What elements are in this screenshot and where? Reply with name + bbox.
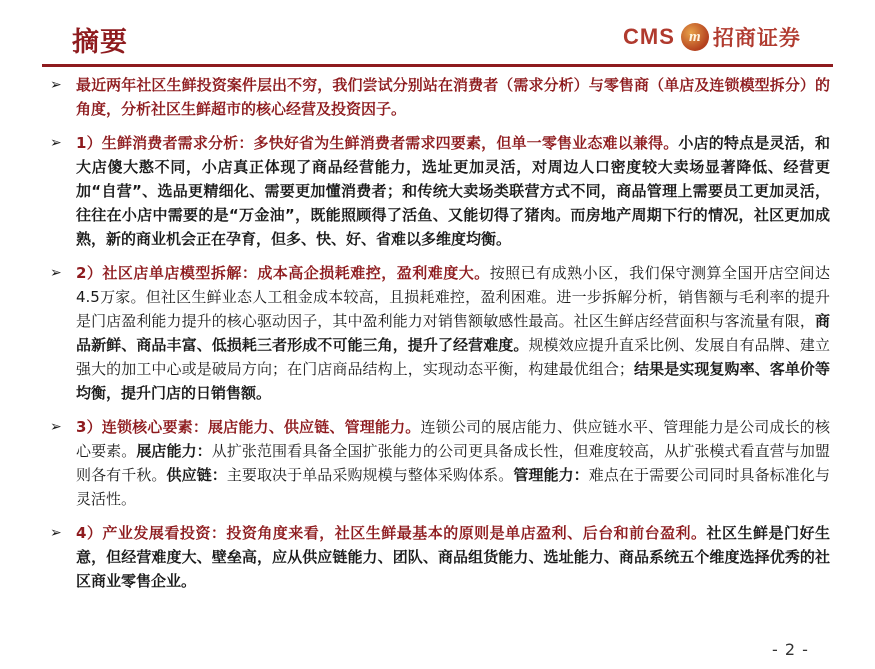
summary-bullet-3 <box>50 261 830 405</box>
bullet-body-text: 按照已有成熟小区，我们保守测算全国开店空间达4.5万家。但社区生鲜业态人工租金成本较高，且损耗难控，盈利困难。进一步拆解分析，销售额与毛利率的提升是门店盈利能力提升的核心驱动因子，其中盈利能力对销售额敏感性最高。社区生鲜店经营面积与客流量有限， <box>76 264 830 330</box>
bullet-body-text: 展店能力： <box>136 442 212 460</box>
bullet-arrow-icon: ➢ <box>50 419 62 435</box>
brand-logo <box>623 20 801 54</box>
bullet-body-text: 连锁公司的展店能力、供应链水平、管理能力是公司成长的核心要素。 <box>76 418 830 460</box>
bullet-body-text: 结果是实现复购率、客单价等均衡，提升门店的日销售额。 <box>76 360 830 402</box>
summary-bullet-1 <box>50 73 830 121</box>
bullet-body-text: 难点在于需要公司同时具备标准化与灵活性。 <box>76 466 830 508</box>
bullet-arrow-icon: ➢ <box>50 525 62 541</box>
bullet-body-text: 商品新鲜、商品丰富、低损耗三者形成不可能三角，提升了经营难度。 <box>76 312 830 354</box>
summary-bullet-5 <box>50 521 830 593</box>
bullet-arrow-icon: ➢ <box>50 265 62 281</box>
bullet-arrow-icon: ➢ <box>50 135 62 151</box>
page-title: 摘要 <box>72 27 128 58</box>
summary-bullet-4 <box>50 415 830 511</box>
bullet-heading-text: 2）社区店单店模型拆解：成本高企损耗难控，盈利难度大。 <box>76 264 490 282</box>
page-number: - 2 - <box>772 640 809 659</box>
summary-bullet-2 <box>50 131 830 251</box>
logo-chinese-text: 招商证券 <box>712 26 801 50</box>
bullet-arrow-icon: ➢ <box>50 77 62 93</box>
logo-badge-letter: m <box>689 28 701 45</box>
bullet-heading-text: 1）生鲜消费者需求分析：多快好省为生鲜消费者需求四要素，但单一零售业态难以兼得。 <box>76 134 679 152</box>
bullet-body-text: 规模效应提升直采比例、发展自有品牌、建立强大的加工中心或是破局方向；在门店商品结构上，实现动态平衡，构建最优组合； <box>76 336 830 378</box>
bullet-heading-text: 3）连锁核心要素：展店能力、供应链、管理能力。 <box>76 418 421 436</box>
header-divider <box>42 64 833 67</box>
bullet-body-text: 小店的特点是灵活，和大店傻大憨不同，小店真正体现了商品经营能力，选址更加灵活，对周边人口密度较大卖场显著降低、经营更加“自营”、选品更精细化、需要更加懂消费者；和传统大卖场类联营方式不同，商品管理上需要员工更加灵活，往往在小店中需要的是“万金油”，既能照顾得了活鱼、又能切得了猪肉。而房地产周期下行的情况，社区更加成熟，新的商业机会正在孕育，但多、快、好、省难以多维度均衡。 <box>76 134 830 248</box>
bullet-body-text: 从扩张范围看具备全国扩张能力的公司更具备成长性，但难度较高，从扩张模式看直营与加盟则各有千秋。 <box>76 442 830 484</box>
bullet-body-text: 管理能力： <box>513 466 589 484</box>
summary-content <box>50 73 830 603</box>
bullet-body-text: 供应链： <box>166 466 227 484</box>
logo-latin-text: CMS <box>623 24 675 49</box>
bullet-heading-text: 4）产业发展看投资：投资角度来看，社区生鲜最基本的原则是单店盈利、后台和前台盈利。 <box>76 524 707 542</box>
bullet-body-text: 主要取决于单品采购规模与整体采购体系。 <box>226 466 514 484</box>
bullet-body-text: 社区生鲜是门好生意，但经营难度大、壁垒高，应从供应链能力、团队、商品组货能力、选址能力、商品系统五个维度选择优秀的社区商业零售企业。 <box>76 524 830 590</box>
logo-badge-icon <box>681 23 709 51</box>
bullet-heading-text: 最近两年社区生鲜投资案件层出不穷，我们尝试分别站在消费者（需求分析）与零售商（单店及连锁模型拆分）的角度，分析社区生鲜超市的核心经营及投资因子。 <box>76 76 830 118</box>
